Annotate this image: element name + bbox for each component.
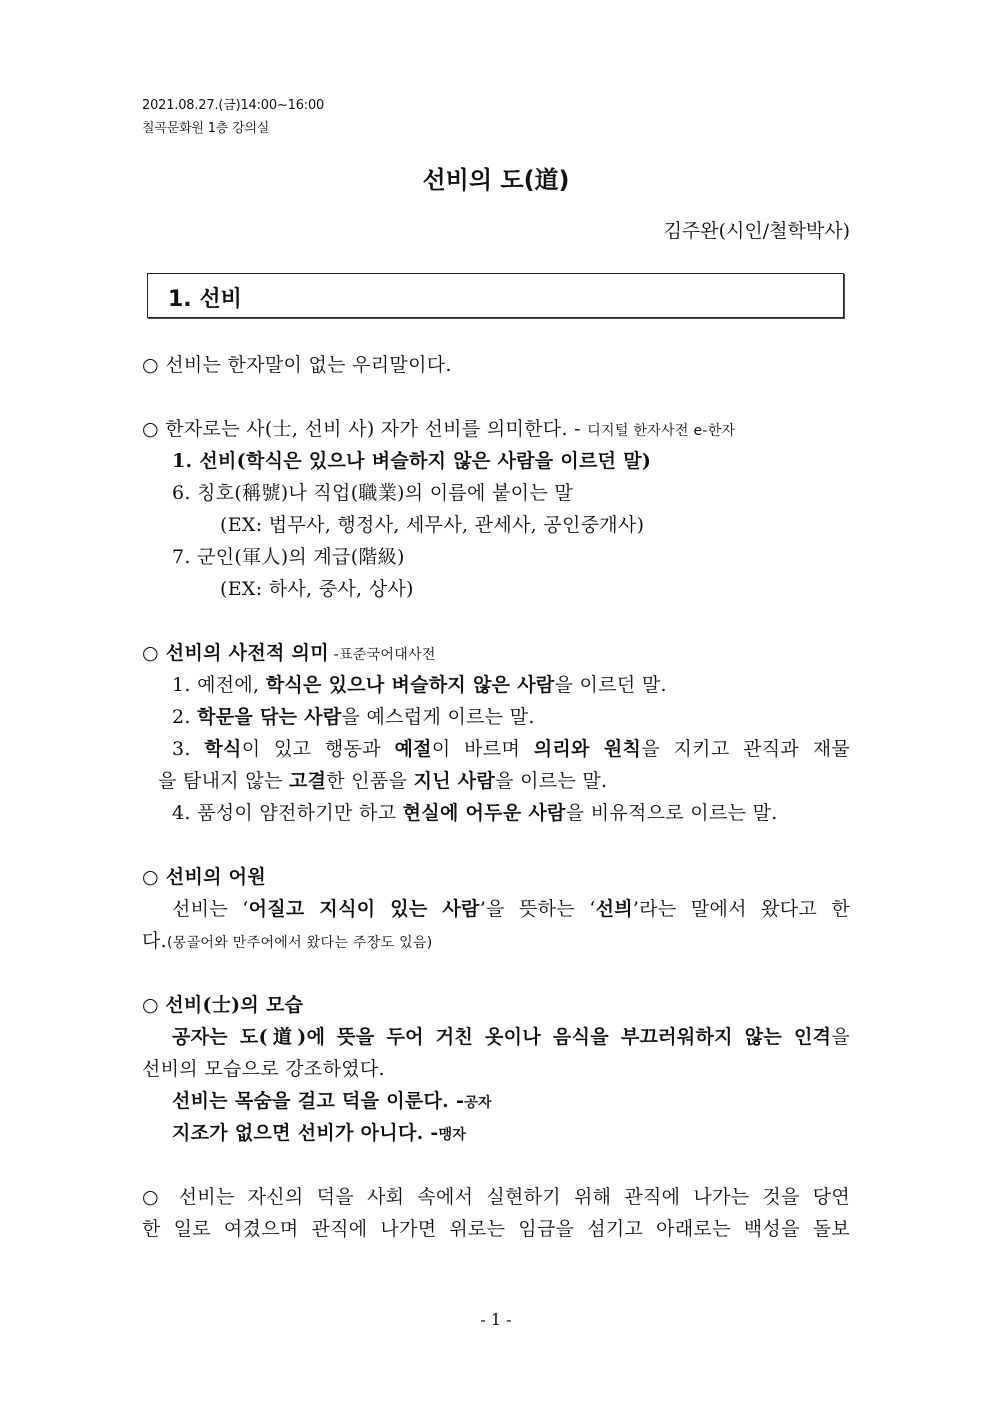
header-date-time: 2021.08.27.(금)14:00~16:00 (142, 98, 325, 113)
dict-3b-d: 지닌 사람 (413, 770, 496, 792)
hanja-item-7: 7. 군인(軍人)의 계급(階級) (172, 546, 405, 568)
dict-4-c: 을 비유적으로 이르는 말. (565, 802, 778, 824)
etymology-line-1 (172, 894, 850, 921)
appearance-line-2: 선비의 모습으로 강조하였다. (142, 1058, 385, 1080)
dict-3-g: 을 지키고 관직과 재물 (641, 738, 851, 760)
paragraph-2-source: 디지털 한자사전 e-한자 (587, 423, 736, 439)
ety-1-d: 선븨 (595, 898, 633, 920)
appearance-heading (142, 990, 303, 1017)
section-heading-box (147, 273, 844, 318)
header-location: 칠곡문화원 1층 강의실 (142, 121, 270, 136)
quote-2-source: 맹자 (438, 1127, 467, 1143)
appearance-circle: ○ (142, 994, 166, 1016)
dict-3-e: 이 바르며 (431, 738, 534, 760)
quote-mencius (172, 1118, 466, 1145)
ety-1-b: 어질고 지식이 있는 사람 (248, 898, 480, 920)
ety-1-a: 선비는 ‘ (172, 898, 249, 920)
dict-3b-c: 한 인품을 (326, 770, 414, 792)
dictionary-item-1 (172, 670, 667, 697)
hanja-item-6-example: (EX: 법무사, 행정사, 세무사, 관세사, 공인중개사) (220, 514, 645, 536)
dict-1-a: 1. 예전에, (172, 674, 266, 696)
paragraph-2-text: ○ 한자로는 사(士, 선비 사) 자가 선비를 의미한다. - (142, 418, 588, 440)
dict-3-c: 이 있고 행동과 (241, 738, 395, 760)
etymology-heading: ○ 선비의 어원 (142, 866, 266, 888)
dict-4-b: 현실에 어두운 사람 (402, 802, 566, 824)
dict-3b-e: 을 이르는 말. (495, 770, 608, 792)
page-number: - 1 - (480, 1310, 512, 1329)
dict-3b-a: 을 탐내지 않는 (158, 770, 289, 792)
etymology-line-2 (142, 926, 433, 953)
ety-1-c: ’을 뜻하는 ‘ (479, 898, 596, 920)
paragraph-3-heading (142, 638, 436, 665)
dictionary-item-3-cont (158, 766, 607, 793)
ety-2-b: (몽골어와 만주어에서 왔다는 주장도 있음) (167, 935, 433, 951)
dict-4-a: 4. 품성이 얌전하기만 하고 (172, 802, 403, 824)
dict-2-b: 학문을 닦는 사람 (197, 706, 342, 728)
quote-1-source: 공자 (464, 1095, 492, 1111)
dict-2-c: 을 예스럽게 이르는 말. (341, 706, 535, 728)
paragraph-2-main (142, 414, 735, 441)
hanja-item-7-example: (EX: 하사, 중사, 상사) (220, 578, 414, 600)
ety-2-a: 다. (142, 930, 167, 952)
dictionary-heading: ○ 선비의 사전적 의미 (142, 642, 329, 664)
ety-1-e: ’라는 말에서 왔다고 한 (632, 898, 850, 920)
hanja-item-1: 1. 선비(학식은 있으나 벼슬하지 않은 사람을 이르던 말) (172, 450, 652, 472)
appearance-line-1 (172, 1022, 850, 1049)
hanja-item-6: 6. 칭호(稱號)나 직업(職業)의 이름에 붙이는 말 (172, 482, 573, 504)
dictionary-source: -표준국어대사전 (328, 647, 436, 663)
dictionary-item-3 (172, 734, 850, 761)
dict-3-a: 3. (172, 738, 205, 760)
appearance-1-bold: 공자는 도(道)에 뜻을 두어 거친 옷이나 음식을 부끄러워하지 않는 인격 (172, 1026, 832, 1048)
dict-3-b: 학식 (204, 738, 242, 760)
dict-3b-b: 고결 (288, 770, 327, 792)
quote-2-text: 지조가 없으면 선비가 아니다. - (172, 1122, 439, 1144)
appearance-title: 선비(士)의 모습 (165, 994, 304, 1016)
dict-3-d: 예절 (394, 738, 432, 760)
author-line: 김주완(시인/철학박사) (663, 220, 850, 242)
section-heading: 1. 선비 (168, 287, 242, 312)
dict-1-b: 학식은 있으나 벼슬하지 않은 사람 (265, 674, 555, 696)
paragraph-6-line-2: 한 일로 여겼으며 관직에 나가면 위로는 임금을 섬기고 아래로는 백성을 돌보 (142, 1218, 850, 1240)
dict-3-f: 의리와 원칙 (533, 738, 642, 760)
appearance-1-tail: 을 (831, 1026, 850, 1048)
dictionary-item-2 (172, 702, 535, 729)
quote-confucius (172, 1086, 492, 1113)
dict-2-a: 2. (172, 706, 198, 728)
dictionary-item-4 (172, 798, 778, 825)
dict-1-c: 을 이르던 말. (554, 674, 667, 696)
quote-1-text: 선비는 목숨을 걸고 덕을 이룬다. - (172, 1090, 465, 1112)
paragraph-1: ○ 선비는 한자말이 없는 우리말이다. (142, 354, 452, 376)
paragraph-6-line-1: ○ 선비는 자신의 덕을 사회 속에서 실현하기 위해 관직에 나가는 것을 당연 (142, 1186, 850, 1208)
document-title: 선비의 도(道) (422, 166, 570, 194)
